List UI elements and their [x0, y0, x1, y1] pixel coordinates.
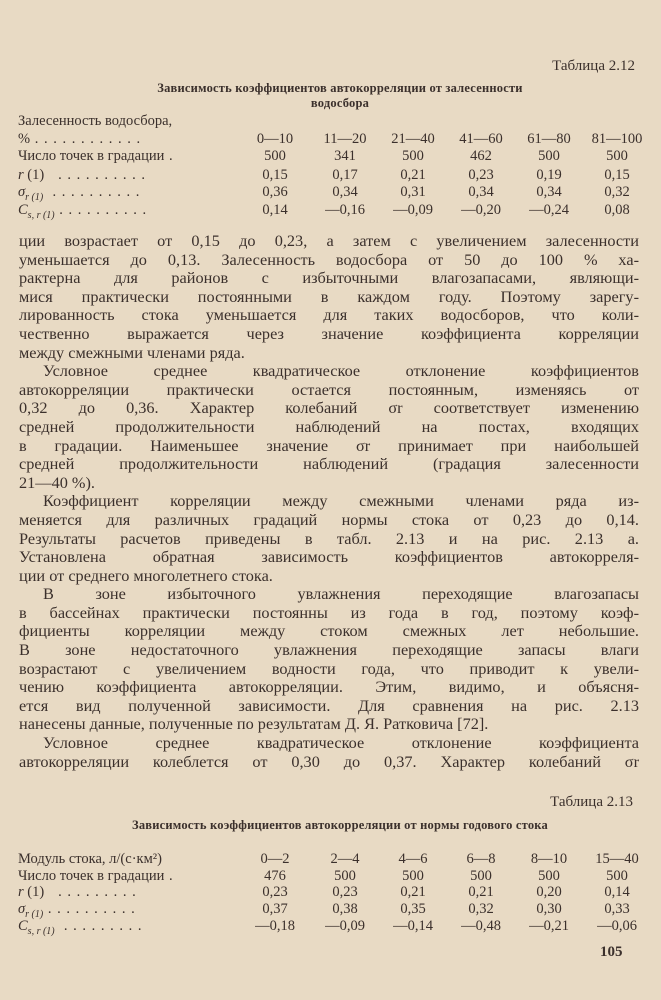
table-cell: 0,21 — [400, 884, 426, 900]
table-cell: 4—6 — [398, 851, 428, 867]
table-cell: 0,34 — [536, 184, 562, 200]
table-cell: 500 — [470, 868, 492, 884]
table-title-line: водосбора — [310, 96, 370, 110]
row-label — [18, 131, 141, 148]
label: Залесенность водосбора, — [18, 113, 173, 129]
table-caption: Таблица 2.13 — [550, 794, 633, 810]
table-row — [18, 202, 638, 220]
table-header-label — [18, 113, 638, 131]
table-cell: 0,14 — [604, 884, 630, 900]
label-main: C — [18, 202, 28, 218]
text-line: 21—40 %). — [19, 473, 95, 492]
table-cell: —0,48 — [461, 918, 501, 934]
text-line: фициенты корреляции между стоком смежных лет небольшие. — [19, 622, 639, 641]
text-line: рактерна для районов с избыточными влагозапасами, являющи- — [19, 269, 639, 288]
paragraph — [19, 492, 639, 585]
label-subscript: r (1) — [25, 191, 44, 203]
table-cell: 462 — [470, 148, 492, 164]
text-line: меняется для различных градаций нормы стока от 0,23 до 0,14. — [19, 510, 639, 529]
text-line: уменьшается до 0,13. Залесенность водосбора от 50 до 100 % ха- — [19, 250, 639, 269]
paragraph — [19, 362, 639, 492]
text-line: нанесены данные, полученные по результатам Д. Я. Ратковича [72]. — [19, 715, 489, 734]
row-label — [18, 148, 174, 165]
row-label — [18, 868, 174, 885]
text-line: автокорреляции практически остается постоянным, изменяясь от — [19, 380, 639, 399]
table-row — [18, 148, 638, 166]
table-cell: 6—8 — [466, 851, 496, 867]
table-row — [18, 851, 638, 869]
text-line: ции от среднего многолетнего стока. — [19, 566, 273, 585]
table-cell: 0,21 — [400, 167, 426, 183]
table-cell: 0,32 — [468, 901, 494, 917]
label-main: Число точек в градации — [18, 148, 165, 164]
table-cell: 0,20 — [536, 884, 562, 900]
label-main: r — [18, 167, 24, 183]
table-cell: 15—40 — [595, 851, 639, 867]
table-title — [80, 81, 600, 111]
text-line: в градации. Наименьшее значение σr принимает при наибольшей — [19, 436, 639, 455]
table-cell: 41—60 — [459, 131, 503, 147]
table-cell: 81—100 — [591, 131, 643, 147]
table-cell: 0,19 — [536, 167, 562, 183]
table-cell: 341 — [334, 148, 356, 164]
text-line: автокорреляции колеблется от 0,30 до 0,37. Характер колебаний σr — [19, 752, 639, 771]
text-line: ции возрастает от 0,15 до 0,23, а затем с увеличением залесенности — [19, 232, 639, 250]
table-cell: —0,24 — [529, 202, 569, 218]
table-cell: 500 — [334, 868, 356, 884]
text-line: средней продолжительности наблюдений на постах, входящих — [19, 417, 639, 436]
table-row — [18, 131, 643, 149]
text-line: Условное среднее квадратическое отклонение коэффициентов — [43, 362, 639, 381]
dot-leader: . — [164, 148, 174, 164]
table-cell: 0,35 — [400, 901, 426, 917]
text-line: Условное среднее квадратическое отклонение коэффициента — [43, 734, 639, 753]
dot-leader: . . . . . . . . . — [44, 884, 137, 900]
table-cell: 61—80 — [527, 131, 571, 147]
label-subscript: s, r (1) — [27, 209, 55, 221]
text-line: в бассейнах практически постоянны из года в год, поэтому коэф- — [19, 603, 639, 622]
table-row — [18, 167, 638, 185]
table-cell: 0,17 — [332, 167, 358, 183]
table-cell: —0,21 — [529, 918, 569, 934]
table-cell: 0,08 — [604, 202, 630, 218]
paragraph — [19, 585, 639, 734]
text-line: Коэффициент корреляции между смежными членами ряда из- — [43, 492, 639, 511]
table-row — [18, 884, 638, 902]
dot-leader: . . . . . . . . . . — [44, 167, 146, 183]
label-suffix: (1) — [23, 884, 45, 900]
label-main: C — [18, 918, 28, 934]
table-cell: 0,14 — [262, 202, 288, 218]
text-line: чественно выражается через значение коэффициента корреляции — [19, 324, 639, 343]
table-cell: 500 — [402, 148, 424, 164]
table-cell: 500 — [538, 868, 560, 884]
label-main: Модуль стока, л/(с·км²) — [18, 851, 162, 867]
table-cell: —0,14 — [393, 918, 433, 934]
body-text — [19, 232, 639, 771]
table-cell: 0,30 — [536, 901, 562, 917]
table-cell: 0,32 — [604, 184, 630, 200]
table-cell: —0,09 — [325, 918, 365, 934]
table-cell: 0,33 — [604, 901, 630, 917]
table-title: Зависимость коэффициентов автокорреляции от нормы годового стока — [132, 818, 548, 832]
table-cell: 2—4 — [330, 851, 360, 867]
row-label — [18, 167, 146, 184]
text-line: средней продолжительности наблюдений (градация залесенности — [19, 455, 639, 474]
label-suffix: (1) — [23, 167, 45, 183]
table-cell: 0—10 — [256, 131, 294, 147]
text-line: Установлена обратная зависимость коэффициентов автокорреля- — [19, 548, 639, 567]
table-cell: 500 — [606, 148, 628, 164]
table-cell: 0,31 — [400, 184, 426, 200]
text-line: В зоне избыточного увлажнения переходящие влагозапасы — [43, 585, 639, 604]
table-cell: 0,15 — [262, 167, 288, 183]
table-cell: 0,21 — [468, 884, 494, 900]
table-cell: 500 — [538, 148, 560, 164]
table-cell: 21—40 — [391, 131, 435, 147]
table-caption: Таблица 2.12 — [552, 58, 635, 74]
text-line: между смежными членами ряда. — [19, 343, 245, 362]
label-subscript: r (1) — [25, 908, 44, 920]
dot-leader: . . . . . . . . . . — [43, 901, 136, 917]
text-line: Результаты расчетов приведены в табл. 2.13 и на рис. 2.13 а. — [19, 529, 639, 548]
dot-leader: . . . . . . . . . . — [54, 202, 148, 218]
table-cell: 0,34 — [332, 184, 358, 200]
text-line: 0,32 до 0,36. Характер колебаний σr соответствует изменению — [19, 399, 639, 418]
label-main: Число точек в градации — [18, 868, 165, 884]
table-cell: 0,36 — [262, 184, 288, 200]
table-cell: 500 — [606, 868, 628, 884]
label-main: σ — [18, 184, 26, 200]
table-cell: 0,38 — [332, 901, 358, 917]
table-cell: —0,18 — [255, 918, 295, 934]
text-line: мися практически постоянными в каждом году. Поэтому зарегу- — [19, 287, 639, 306]
row-label — [18, 184, 140, 203]
table-cell: 0—2 — [260, 851, 290, 867]
row-label — [18, 884, 137, 901]
table-cell: 8—10 — [530, 851, 568, 867]
table-cell: 11—20 — [323, 131, 367, 147]
text-line: возрастают с увеличением водности года, что приводит к увели- — [19, 659, 639, 678]
dot-leader: . . . . . . . . . . — [43, 184, 141, 200]
label-subscript: s, r (1) — [27, 925, 55, 937]
dot-leader: . . . . . . . . . — [54, 918, 143, 934]
text-line: чению коэффициента автокорреляции. Этим, видимо, и объясня- — [19, 678, 639, 697]
table-cell: 500 — [264, 148, 286, 164]
table-cell: 0,15 — [604, 167, 630, 183]
text-line: ется вид полученной зависимости. Для сравнения на рис. 2.13 — [19, 696, 639, 715]
paragraph — [19, 734, 639, 771]
label-main: r — [18, 884, 24, 900]
table-row — [18, 184, 638, 202]
table-cell: 0,37 — [262, 901, 288, 917]
label-main: σ — [18, 901, 26, 917]
table-row — [18, 901, 638, 919]
table-cell: 0,23 — [332, 884, 358, 900]
row-label — [18, 918, 143, 937]
paragraph — [19, 232, 639, 362]
dot-leader: . — [164, 868, 174, 884]
table-row — [18, 918, 638, 936]
row-label — [18, 851, 162, 868]
table-cell: 0,34 — [468, 184, 494, 200]
table-cell: 0,23 — [262, 884, 288, 900]
table-cell: 0,23 — [468, 167, 494, 183]
table-cell: 476 — [264, 868, 286, 884]
table-cell: —0,09 — [393, 202, 433, 218]
label-main: % — [18, 131, 31, 147]
text-line: лированность стока уменьшается для таких водосборов, что коли- — [19, 306, 639, 325]
row-label — [18, 202, 147, 221]
table-title-line: Зависимость коэффициентов автокорреляции от залесенности — [157, 81, 523, 95]
dot-leader: . . . . . . . . . . . . — [30, 131, 142, 147]
page-number: 105 — [600, 944, 623, 960]
table-cell: —0,20 — [461, 202, 501, 218]
table-cell: —0,06 — [597, 918, 637, 934]
table-cell: 500 — [402, 868, 424, 884]
text-line: В зоне недостаточного увлажнения переходящие запасы влаги — [19, 641, 639, 660]
table-cell: —0,16 — [325, 202, 365, 218]
